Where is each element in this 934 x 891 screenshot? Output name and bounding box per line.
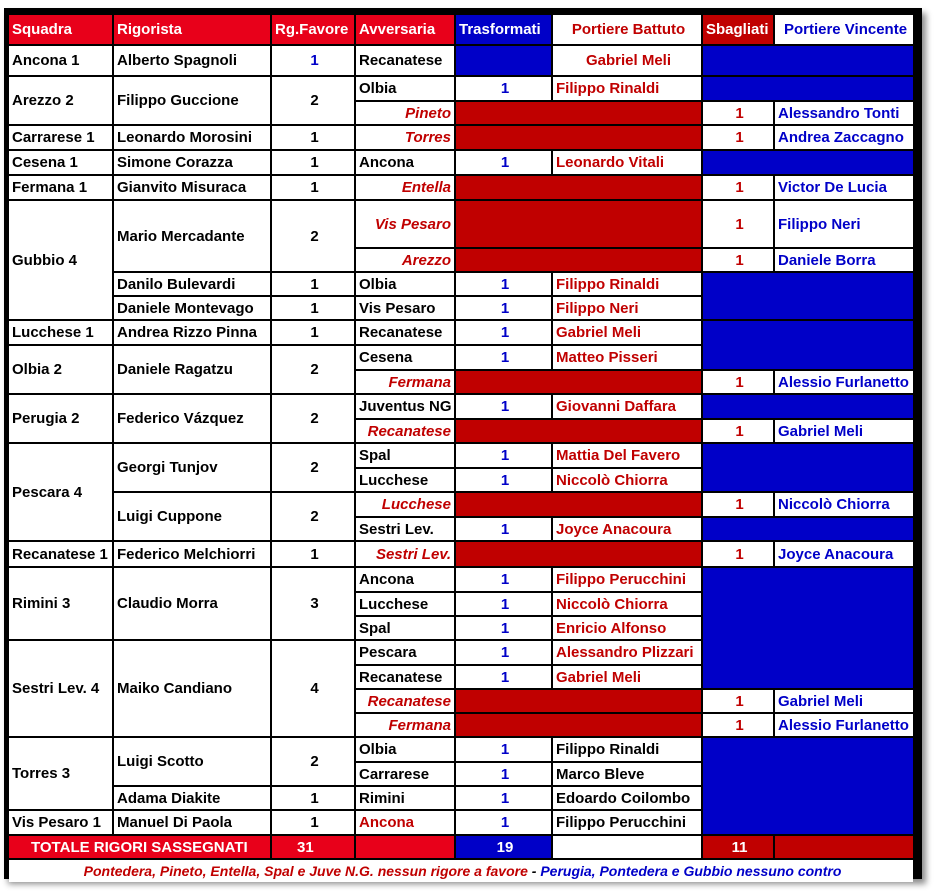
rigorista-cell: Danilo Bulevardi <box>114 273 270 295</box>
avversaria-cell: Recanatese <box>356 690 454 712</box>
portiere-battuto-cell: Filippo Neri <box>553 297 701 319</box>
header-rigorista: Rigorista <box>114 15 270 44</box>
portiere-vincente-cell: Daniele Borra <box>775 249 913 271</box>
portiere-vincente-cell: Victor De Lucia <box>775 176 913 199</box>
trasformati-cell: 1 <box>456 469 551 491</box>
missed-bar <box>456 371 701 393</box>
no-miss-bar <box>703 444 913 491</box>
rg-favore-cell: 1 <box>272 297 354 319</box>
header-portiere-vincente: Portiere Vincente <box>775 15 913 44</box>
sbagliati-cell: 1 <box>703 714 773 736</box>
avversaria-cell: Lucchese <box>356 593 454 615</box>
rigorista-cell: Federico Vázquez <box>114 395 270 442</box>
avversaria-cell: Olbia <box>356 273 454 295</box>
totals-sbagliati: 11 <box>703 836 773 858</box>
totals-rg-favore: 31 <box>272 836 354 858</box>
rigorista-cell: Leonardo Morosini <box>114 126 270 149</box>
avversaria-cell: Olbia <box>356 77 454 100</box>
portiere-battuto-cell: Matteo Pisseri <box>553 346 701 369</box>
rigorista-cell: Maiko Candiano <box>114 641 270 736</box>
no-miss-bar <box>703 395 913 418</box>
squadra-cell: Recanatese 1 <box>9 542 112 566</box>
rg-favore-cell: 2 <box>272 738 354 785</box>
sbagliati-cell: 1 <box>703 493 773 516</box>
trasformati-cell: 1 <box>456 593 551 615</box>
footer-separator: - <box>527 862 541 879</box>
table-row <box>9 126 913 149</box>
table-row <box>9 738 913 761</box>
rigorista-cell: Alberto Spagnoli <box>114 46 270 75</box>
penalty-table <box>7 13 915 884</box>
squadra-cell: Rimini 3 <box>9 568 112 639</box>
avversaria-cell: Spal <box>356 617 454 639</box>
avversaria-cell: Entella <box>356 176 454 199</box>
rg-favore-cell: 1 <box>272 321 354 344</box>
footer-note-row <box>9 860 913 882</box>
rigorista-cell: Filippo Guccione <box>114 77 270 124</box>
portiere-battuto-cell: Filippo Perucchini <box>553 568 701 591</box>
squadra-cell: Lucchese 1 <box>9 321 112 344</box>
sbagliati-cell: 1 <box>703 126 773 149</box>
avversaria-cell: Pescara <box>356 641 454 664</box>
portiere-vincente-cell: Gabriel Meli <box>775 420 913 442</box>
squadra-cell: Vis Pesaro 1 <box>9 811 112 834</box>
portiere-battuto-cell: Joyce Anacoura <box>553 518 701 540</box>
table-row <box>9 568 913 591</box>
sbagliati-cell: 1 <box>703 371 773 393</box>
trasformati-cell: 1 <box>456 321 551 344</box>
no-miss-bar <box>703 77 913 100</box>
rg-favore-cell: 1 <box>272 273 354 295</box>
rg-favore-cell: 2 <box>272 77 354 124</box>
avversaria-cell: Juventus NG <box>356 395 454 418</box>
no-miss-bar <box>703 568 913 688</box>
rigorista-cell: Daniele Ragatzu <box>114 346 270 393</box>
avversaria-cell: Lucchese <box>356 493 454 516</box>
rg-favore-cell: 1 <box>272 151 354 174</box>
rigorista-cell: Simone Corazza <box>114 151 270 174</box>
rigorista-cell: Claudio Morra <box>114 568 270 639</box>
rg-favore-cell: 3 <box>272 568 354 639</box>
missed-bar <box>456 201 701 247</box>
trasformati-cell: 1 <box>456 518 551 540</box>
squadra-cell: Torres 3 <box>9 738 112 809</box>
totals-portiere-vincente <box>775 836 913 858</box>
table-row <box>9 493 913 516</box>
squadra-cell: Perugia 2 <box>9 395 112 442</box>
avversaria-cell: Cesena <box>356 346 454 369</box>
trasformati-cell: 1 <box>456 787 551 809</box>
avversaria-cell: Ancona <box>356 568 454 591</box>
rg-favore-cell: 1 <box>272 126 354 149</box>
sbagliati-cell: 1 <box>703 102 773 124</box>
no-miss-bar <box>703 273 913 319</box>
portiere-vincente-cell: Alessio Furlanetto <box>775 371 913 393</box>
table-row <box>9 46 913 75</box>
header-trasformati: Trasformati <box>456 15 551 44</box>
no-miss-bar <box>703 46 913 75</box>
footer-no-penalties-against: Perugia, Pontedera e Gubbio nessuno contro <box>540 862 842 879</box>
portiere-vincente-cell: Alessandro Tonti <box>775 102 913 124</box>
sbagliati-cell: 1 <box>703 690 773 712</box>
rg-favore-cell: 2 <box>272 201 354 271</box>
trasformati-cell: 1 <box>456 738 551 761</box>
rg-favore-cell: 2 <box>272 395 354 442</box>
rg-favore-cell: 1 <box>272 811 354 834</box>
rg-favore-cell: 2 <box>272 444 354 491</box>
table-row <box>9 151 913 174</box>
portiere-vincente-cell: Alessio Furlanetto <box>775 714 913 736</box>
squadra-cell: Arezzo 2 <box>9 77 112 124</box>
sbagliati-cell: 1 <box>703 201 773 247</box>
trasformati-cell: 1 <box>456 444 551 467</box>
portiere-battuto-cell: Leonardo Vitali <box>553 151 701 174</box>
missed-bar <box>456 493 701 516</box>
portiere-battuto-cell: Gabriel Meli <box>553 321 701 344</box>
rigorista-cell: Mario Mercadante <box>114 201 270 271</box>
table-row <box>9 176 913 199</box>
squadra-cell: Pescara 4 <box>9 444 112 540</box>
header-sbagliati: Sbagliati <box>703 15 773 44</box>
rg-favore-cell: 1 <box>272 542 354 566</box>
avversaria-cell: Arezzo <box>356 249 454 271</box>
header-squadra: Squadra <box>9 15 112 44</box>
totals-portiere-battuto <box>553 836 701 858</box>
rigorista-cell: Luigi Scotto <box>114 738 270 785</box>
missed-bar <box>456 249 701 271</box>
portiere-battuto-cell: Giovanni Daffara <box>553 395 701 418</box>
rigorista-cell: Adama Diakite <box>114 787 270 809</box>
trasformati-cell: 1 <box>456 273 551 295</box>
trasformati-cell: 1 <box>456 568 551 591</box>
no-miss-bar <box>703 321 913 369</box>
footer-note <box>9 860 913 882</box>
avversaria-cell: Recanatese <box>356 666 454 688</box>
no-miss-bar <box>703 738 913 834</box>
rg-favore-cell: 2 <box>272 346 354 393</box>
table-row <box>9 321 913 344</box>
totals-label: TOTALE RIGORI SASSEGNATI <box>9 836 270 858</box>
missed-bar <box>456 102 701 124</box>
penalty-table-frame <box>4 8 922 879</box>
rg-favore-cell: 1 <box>272 46 354 75</box>
rigorista-cell: Luigi Cuppone <box>114 493 270 540</box>
avversaria-cell: Fermana <box>356 714 454 736</box>
rigorista-cell: Andrea Rizzo Pinna <box>114 321 270 344</box>
avversaria-cell: Spal <box>356 444 454 467</box>
missed-bar <box>456 690 701 712</box>
portiere-battuto-cell: Niccolò Chiorra <box>553 469 701 491</box>
portiere-battuto-cell: Gabriel Meli <box>553 46 701 75</box>
portiere-battuto-cell: Filippo Rinaldi <box>553 273 701 295</box>
avversaria-cell: Ancona <box>356 151 454 174</box>
avversaria-cell: Vis Pesaro <box>356 201 454 247</box>
table-row <box>9 542 913 566</box>
portiere-battuto-cell: Marco Bleve <box>553 763 701 785</box>
trasformati-cell: 1 <box>456 151 551 174</box>
missed-bar <box>456 714 701 736</box>
rg-favore-cell: 1 <box>272 176 354 199</box>
rigorista-cell: Gianvito Misuraca <box>114 176 270 199</box>
portiere-battuto-cell: Niccolò Chiorra <box>553 593 701 615</box>
totals-avversaria <box>356 836 454 858</box>
header-rg-favore: Rg.Favore <box>272 15 354 44</box>
avversaria-cell: Rimini <box>356 787 454 809</box>
trasformati-cell <box>456 46 551 75</box>
trasformati-cell: 1 <box>456 641 551 664</box>
trasformati-cell: 1 <box>456 617 551 639</box>
avversaria-cell: Torres <box>356 126 454 149</box>
missed-bar <box>456 176 701 199</box>
missed-bar <box>456 126 701 149</box>
rigorista-cell: Georgi Tunjov <box>114 444 270 491</box>
rigorista-cell: Federico Melchiorri <box>114 542 270 566</box>
rg-favore-cell: 2 <box>272 493 354 540</box>
avversaria-cell: Vis Pesaro <box>356 297 454 319</box>
trasformati-cell: 1 <box>456 77 551 100</box>
table-row <box>9 273 913 295</box>
header-row <box>9 15 913 44</box>
table-row <box>9 395 913 418</box>
table-row <box>9 201 913 247</box>
squadra-cell: Sestri Lev. 4 <box>9 641 112 736</box>
squadra-cell: Fermana 1 <box>9 176 112 199</box>
avversaria-cell: Sestri Lev. <box>356 518 454 540</box>
table-row <box>9 77 913 100</box>
avversaria-cell: Recanatese <box>356 321 454 344</box>
portiere-battuto-cell: Filippo Rinaldi <box>553 738 701 761</box>
avversaria-cell: Olbia <box>356 738 454 761</box>
portiere-battuto-cell: Alessandro Plizzari <box>553 641 701 664</box>
squadra-cell: Ancona 1 <box>9 46 112 75</box>
missed-bar <box>456 542 701 566</box>
portiere-vincente-cell: Filippo Neri <box>775 201 913 247</box>
trasformati-cell: 1 <box>456 395 551 418</box>
header-avversaria: Avversaria <box>356 15 454 44</box>
no-miss-bar <box>703 518 913 540</box>
sbagliati-cell: 1 <box>703 176 773 199</box>
totals-row <box>9 836 913 858</box>
portiere-battuto-cell: Filippo Rinaldi <box>553 77 701 100</box>
avversaria-cell: Carrarese <box>356 763 454 785</box>
rigorista-cell: Daniele Montevago <box>114 297 270 319</box>
portiere-battuto-cell: Filippo Perucchini <box>553 811 701 834</box>
avversaria-cell: Sestri Lev. <box>356 542 454 566</box>
rg-favore-cell: 4 <box>272 641 354 736</box>
portiere-battuto-cell: Mattia Del Favero <box>553 444 701 467</box>
missed-bar <box>456 420 701 442</box>
trasformati-cell: 1 <box>456 297 551 319</box>
avversaria-cell: Ancona <box>356 811 454 834</box>
portiere-vincente-cell: Andrea Zaccagno <box>775 126 913 149</box>
table-row <box>9 444 913 467</box>
rigorista-cell: Manuel Di Paola <box>114 811 270 834</box>
portiere-battuto-cell: Gabriel Meli <box>553 666 701 688</box>
trasformati-cell: 1 <box>456 346 551 369</box>
footer-no-penalties-for: Pontedera, Pineto, Entella, Spal e Juve N.G. nessun rigore a favore <box>83 862 528 879</box>
portiere-vincente-cell: Joyce Anacoura <box>775 542 913 566</box>
header-portiere-battuto: Portiere Battuto <box>553 15 701 44</box>
portiere-battuto-cell: Enricio Alfonso <box>553 617 701 639</box>
trasformati-cell: 1 <box>456 811 551 834</box>
sbagliati-cell: 1 <box>703 249 773 271</box>
avversaria-cell: Recanatese <box>356 420 454 442</box>
portiere-vincente-cell: Niccolò Chiorra <box>775 493 913 516</box>
portiere-battuto-cell: Edoardo Coilombo <box>553 787 701 809</box>
squadra-cell: Olbia 2 <box>9 346 112 393</box>
trasformati-cell: 1 <box>456 763 551 785</box>
squadra-cell: Carrarese 1 <box>9 126 112 149</box>
no-miss-bar <box>703 151 913 174</box>
portiere-vincente-cell: Gabriel Meli <box>775 690 913 712</box>
avversaria-cell: Lucchese <box>356 469 454 491</box>
squadra-cell: Cesena 1 <box>9 151 112 174</box>
avversaria-cell: Pineto <box>356 102 454 124</box>
sbagliati-cell: 1 <box>703 542 773 566</box>
totals-trasformati: 19 <box>456 836 551 858</box>
rg-favore-cell: 1 <box>272 787 354 809</box>
trasformati-cell: 1 <box>456 666 551 688</box>
avversaria-cell: Fermana <box>356 371 454 393</box>
squadra-cell: Gubbio 4 <box>9 201 112 319</box>
avversaria-cell: Recanatese <box>356 46 454 75</box>
sbagliati-cell: 1 <box>703 420 773 442</box>
